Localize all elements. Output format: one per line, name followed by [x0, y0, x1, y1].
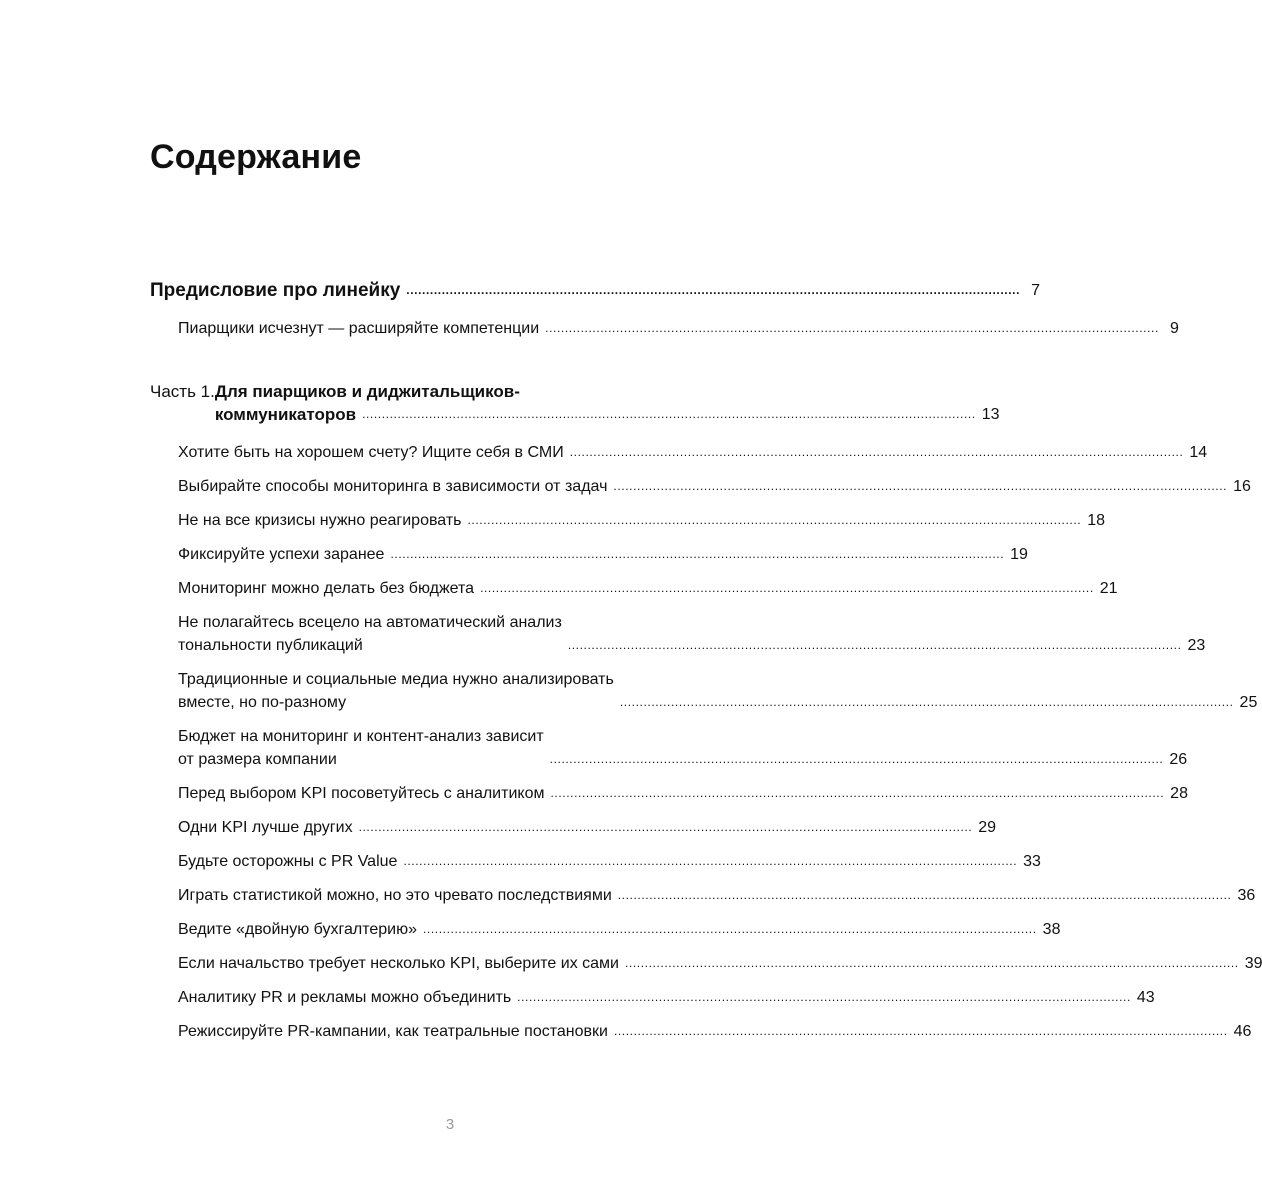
- toc-entry-line: Ведите «двойную бухгалтерию»: [178, 921, 417, 938]
- toc-entry-line: Бюджет на мониторинг и контент-анализ зависит: [178, 728, 544, 745]
- toc-entry-label: [178, 611, 562, 657]
- toc-entry-line: от размера компании: [178, 751, 337, 768]
- toc-entry-line: Будьте осторожны с PR Value: [178, 853, 398, 870]
- toc-entry-page: 23: [1187, 637, 1206, 654]
- toc-entry-line: Мониторинг можно делать без бюджета: [178, 580, 475, 597]
- toc-entry[interactable]: [150, 509, 1105, 532]
- toc-entry-page: 25: [1239, 694, 1258, 711]
- dot-leader: [618, 887, 1232, 907]
- toc-entry-page: 36: [1237, 887, 1256, 904]
- toc-entry-page: 26: [1169, 751, 1188, 768]
- toc-entry-line: Играть статистикой можно, но это чревато последствиями: [178, 887, 612, 904]
- dot-leader: [403, 853, 1017, 873]
- toc-entry[interactable]: [150, 475, 1251, 498]
- toc-entry[interactable]: [150, 441, 1208, 464]
- dot-leader: [570, 444, 1184, 464]
- toc-entry[interactable]: [150, 611, 1206, 657]
- part-title: Для пиарщиков и диджитальщиков-: [214, 382, 520, 401]
- toc-entry[interactable]: [150, 782, 1188, 805]
- dot-leader: [614, 1023, 1228, 1043]
- dot-leader: [468, 512, 1082, 532]
- toc-preface-label: Предисловие про линейку: [150, 280, 401, 301]
- toc-entry-line: Если начальство требует несколько KPI, выберите их сами: [178, 955, 619, 972]
- toc-entry-page: 18: [1087, 512, 1105, 529]
- chapter-list: [150, 441, 1262, 1043]
- toc-entry-line: Одни KPI лучше других: [178, 819, 353, 836]
- toc-entry-label: [178, 725, 544, 771]
- page-title: Содержание: [150, 138, 362, 176]
- toc-entry[interactable]: [150, 725, 1188, 771]
- toc-entry[interactable]: [150, 918, 1061, 941]
- toc-entry-line: Перед выбором KPI посоветуйтесь с аналитиком: [178, 785, 545, 802]
- toc-entry-label: Пиарщики исчезнут — расширяйте компетенции: [178, 320, 540, 337]
- toc-entry-line: Не полагайтесь всецело на автоматический анализ: [178, 614, 562, 631]
- toc-entry-label: [178, 577, 474, 600]
- toc-entry-line: Режиссируйте PR-кампании, как театральные постановки: [178, 1023, 608, 1040]
- toc-entry-page: 19: [1010, 546, 1028, 563]
- dot-leader: [620, 694, 1234, 714]
- toc-entry-page: 29: [978, 819, 997, 836]
- toc-entry-page: 46: [1233, 1023, 1252, 1040]
- toc-entry-page: 9: [1169, 320, 1179, 337]
- toc-entry-page: 33: [1023, 853, 1041, 870]
- dot-leader: [550, 785, 1164, 805]
- toc-entry[interactable]: [150, 317, 1179, 340]
- toc-entry-label: [178, 475, 607, 498]
- dot-leader: [568, 637, 1182, 657]
- toc-entry-line: Хотите быть на хорошем счету? Ищите себя в СМИ: [178, 444, 564, 461]
- part-title-cont: коммуникаторов: [214, 405, 357, 424]
- toc-entry-page: 14: [1189, 444, 1208, 461]
- toc-entry-page: 28: [1170, 785, 1188, 802]
- toc-entry-line: Аналитику PR и рекламы можно объединить: [178, 989, 512, 1006]
- dot-leader: [359, 819, 973, 839]
- toc-entry-label: [178, 952, 619, 975]
- toc-entry[interactable]: [150, 543, 1028, 566]
- toc-entry[interactable]: [150, 986, 1155, 1009]
- dot-leader: [390, 546, 1004, 566]
- toc-entry-line: Выбирайте способы мониторинга в зависимости от задач: [178, 478, 608, 495]
- dot-leader: [545, 320, 1159, 340]
- toc-entry-line: тональности публикаций: [178, 637, 363, 654]
- toc-entry-line: Не на все кризисы нужно реагировать: [178, 512, 462, 529]
- dot-leader: [613, 478, 1227, 498]
- table-of-contents: [150, 279, 1262, 1043]
- toc-entry-label: [178, 850, 397, 873]
- toc-preface[interactable]: [150, 279, 1040, 302]
- toc-entry-label: [178, 816, 353, 839]
- toc-entry-label: [178, 441, 564, 464]
- toc-entry-page: 38: [1042, 921, 1061, 938]
- toc-preface-page: 7: [1031, 282, 1040, 299]
- part-page: 13: [981, 406, 1000, 423]
- toc-entry-line: Фиксируйте успехи заранее: [178, 546, 385, 563]
- toc-entry[interactable]: [150, 1020, 1252, 1043]
- toc-entry-line: вместе, но по-разному: [178, 694, 347, 711]
- toc-entry[interactable]: [150, 952, 1262, 975]
- toc-entry-page: 21: [1099, 580, 1118, 597]
- dot-leader: [550, 751, 1164, 771]
- toc-entry-label: [178, 668, 614, 714]
- toc-entry-label: [178, 543, 384, 566]
- toc-entry-label: [178, 1020, 608, 1043]
- toc-entry-label: [178, 986, 511, 1009]
- toc-entry[interactable]: [150, 577, 1118, 600]
- toc-entry-label: [178, 918, 417, 941]
- toc-entry[interactable]: [150, 884, 1256, 907]
- toc-entry-label: [178, 509, 462, 532]
- toc-entry-page: 43: [1136, 989, 1155, 1006]
- toc-entry-page: 16: [1233, 478, 1251, 495]
- toc-entry-label: [178, 884, 612, 907]
- page-number: 3: [445, 1116, 455, 1133]
- toc-entry-label: [178, 782, 544, 805]
- dot-leader: [480, 580, 1094, 600]
- toc-entry[interactable]: [150, 850, 1041, 873]
- dot-leader: [423, 921, 1037, 941]
- dot-leader: [362, 406, 976, 426]
- dot-leader: [406, 282, 1020, 302]
- toc-part-1[interactable]: [150, 380, 1000, 426]
- toc-entry-page: 39: [1244, 955, 1262, 972]
- toc-entry[interactable]: [150, 668, 1258, 714]
- dot-leader: [517, 989, 1131, 1009]
- toc-entry[interactable]: [150, 816, 997, 839]
- dot-leader: [625, 955, 1239, 975]
- toc-entry-line: Традиционные и социальные медиа нужно анализировать: [178, 671, 614, 688]
- part-label: Часть 1.: [150, 382, 215, 401]
